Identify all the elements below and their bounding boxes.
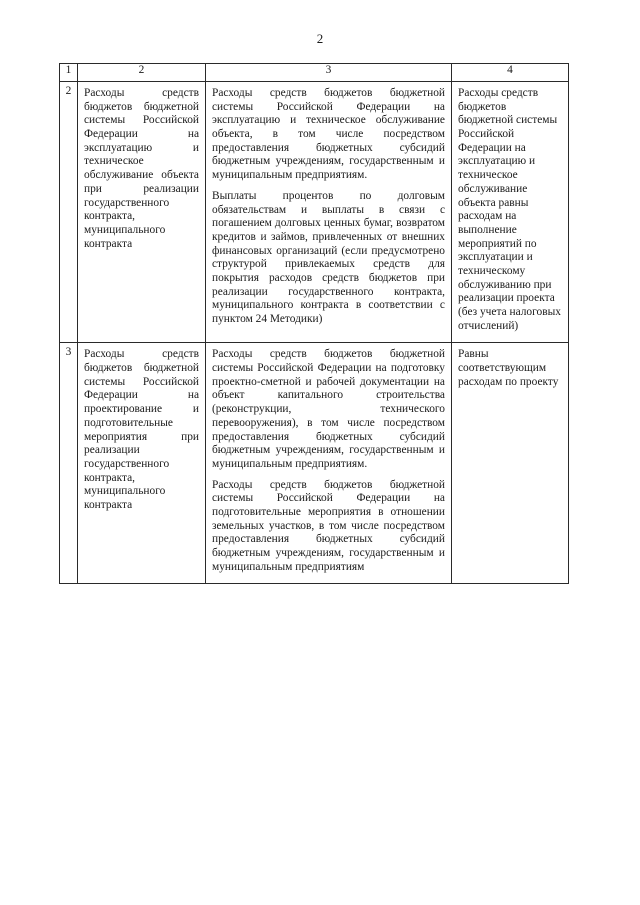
row-number: 2 (60, 82, 78, 343)
document-table (59, 63, 569, 584)
cell-paragraph: Расходы средств бюджетов бюджетной системы Российской Федерации на подготовительные мероприятия в отношении земельных участков, в том числе посредством предоставления бюджетных субсидий бюджетным учреждениям, государственным и муниципальным предприятиям (212, 478, 445, 573)
header-cell-2: 2 (78, 64, 206, 82)
header-cell-1: 1 (60, 64, 78, 82)
calculation-rule-cell (452, 82, 569, 343)
row-number: 3 (60, 343, 78, 584)
cell-paragraph: Расходы средств бюджетов бюджетной системы Российской Федерации на проектирование и подготовительные мероприятия при реализации государственного контракта, муниципального контракта (84, 348, 199, 511)
cell-paragraph: Расходы средств бюджетов бюджетной системы Российской Федерации на эксплуатацию и техническое обслуживание объекта равны расходам на выполнение мероприятий по эксплуатации и техническому обслуживанию при реализации проекта (без учета налоговых отчислений) (458, 87, 561, 332)
expense-description-cell (206, 82, 452, 343)
cell-paragraph: Расходы средств бюджетов бюджетной системы Российской Федерации на эксплуатацию и техническое обслуживание объекта при реализации государственного контракта, муниципального контракта (84, 87, 199, 250)
calculation-rule-cell (452, 343, 569, 584)
table-header-row (60, 64, 569, 82)
table-row (60, 343, 569, 584)
table-row (60, 82, 569, 343)
header-cell-4: 4 (452, 64, 569, 82)
cell-paragraph: Выплаты процентов по долговым обязательствам и выплаты в связи с погашением долговых ценных бумаг, возвратом кредитов и займов, привлеченных от внешних финансовых организаций (если предусмотрено структурой привлекаемых средств для покрытия расходов средств бюджетов при реализации государственного контракта, муниципального контракта в соответствии с пунктом 24 Методики) (212, 189, 445, 325)
page-number: 2 (316, 31, 324, 46)
header-cell-3: 3 (206, 64, 452, 82)
expense-type-cell (78, 82, 206, 343)
cell-paragraph: Расходы средств бюджетов бюджетной системы Российской Федерации на подготовку проектно-сметной и рабочей документации на объект капитального строительства (реконструкции, технического перевооружения), в том числе посредством предоставления бюджетных субсидий бюджетным учреждениям, государственным и муниципальным предприятиям. (212, 348, 445, 470)
expense-type-cell (78, 343, 206, 584)
cell-paragraph: Равны соответствующим расходам по проекту (458, 348, 559, 388)
expense-description-cell (206, 343, 452, 584)
cell-paragraph: Расходы средств бюджетов бюджетной системы Российской Федерации на эксплуатацию и техническое обслуживание объекта, в том числе посредством предоставления бюджетных субсидий бюджетным учреждениям, государственным и муниципальным предприятиям. (212, 87, 445, 182)
